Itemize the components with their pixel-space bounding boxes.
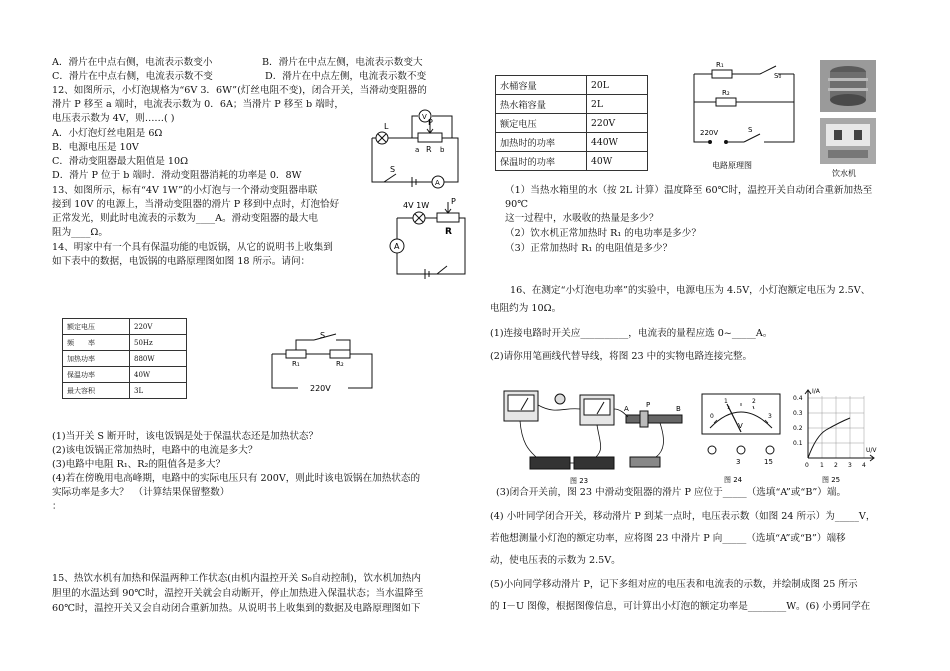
table-cell: 2L bbox=[587, 95, 648, 114]
table-cell: 40W bbox=[130, 367, 187, 383]
table-cell: 加热时的功率 bbox=[496, 133, 587, 152]
table-cell: 50Hz bbox=[130, 335, 187, 351]
water-dispenser-image bbox=[818, 60, 880, 180]
table-row bbox=[496, 152, 648, 171]
q11-option-a: A．滑片在中点右侧，电流表示数变小 bbox=[52, 57, 213, 68]
q16-question-4-3: 动，使电压表的示数为 2.5V。 bbox=[490, 555, 621, 566]
q13-stem-3: 正常发光，则此时电流表的示数为____A。滑动变阻器的最大电 bbox=[52, 213, 318, 224]
fig24-unit: V bbox=[738, 422, 743, 430]
q14-question-5: 实际功率是多大？ （计算结果保留整数） bbox=[52, 487, 230, 498]
fig24-term-3: 3 bbox=[736, 458, 741, 466]
table-row bbox=[496, 95, 648, 114]
fig25-ytick: 0.4 bbox=[793, 395, 803, 402]
q14-r1-label: R₁ bbox=[292, 360, 300, 368]
q15-voltage-label: 220V bbox=[700, 129, 719, 137]
fig25-caption: 图 25 bbox=[822, 476, 841, 484]
fig23-b-label: B bbox=[676, 405, 681, 413]
q14-question-2: (2)该电饭锅正常加热时，电路中的电流是多大？ bbox=[52, 445, 258, 456]
fig23-apparatus bbox=[500, 385, 690, 487]
q16-question-3: (3)闭合开关前，图 23 中滑动变阻器的滑片 P 应位于_____（选填“A”或“B”）端。 bbox=[496, 487, 847, 498]
fig23-a-label: A bbox=[624, 405, 629, 413]
q13-stem-1: 13、如图所示，标有“4V 1W”的小灯泡与一个滑动变阻器串联 bbox=[52, 185, 318, 196]
q15-stem-3: 60℃时，温控开关又会自动闭合重新加热。从说明书上收集到的数据及电路原理图如下 bbox=[52, 603, 421, 614]
q15-question-2: （2）饮水机正常加热时 R₁ 的电功率是多少？ bbox=[505, 228, 701, 239]
q16-question-5-2: 的 I－U 图像，根据图像信息，可计算出小灯泡的额定功率是________W。(6) 小勇同学在 bbox=[490, 601, 871, 612]
q13-stem-2: 接到 10V 的电源上，当滑动变阻器的滑片 P 移到中点时，灯泡恰好 bbox=[52, 199, 340, 210]
table-row bbox=[63, 367, 187, 383]
q14-voltage-label: 220V bbox=[310, 384, 331, 393]
table-cell: 水桶容量 bbox=[496, 76, 587, 95]
q12-stem-3: 电压表示数为 4V，则……( ) bbox=[52, 113, 175, 124]
table-cell: 3L bbox=[130, 383, 187, 399]
fig25-xtick: 4 bbox=[862, 462, 866, 469]
q15-r1-label: R₁ bbox=[716, 61, 724, 69]
fig24-voltmeter-dial bbox=[700, 392, 782, 486]
table-cell: 加热功率 bbox=[63, 351, 130, 367]
table-cell: 880W bbox=[130, 351, 187, 367]
table-cell: 热水箱容量 bbox=[496, 95, 587, 114]
q15-circuit-caption: 电路原理图 bbox=[712, 161, 752, 170]
fig25-xlabel: U/V bbox=[866, 447, 877, 454]
q14-question-3: (3)电路中电阻 R₁、R₂的阻值各是多大？ bbox=[52, 459, 226, 470]
q12-circuit-diagram bbox=[360, 112, 470, 190]
q13-lamp-label: 4V 1W bbox=[403, 201, 430, 210]
q16-question-2: (2)请你用笔画线代替导线，将图 23 中的实物电路连接完整。 bbox=[490, 351, 753, 362]
fig25-xtick: 2 bbox=[834, 462, 838, 469]
q15-spec-table bbox=[495, 75, 648, 171]
table-cell: 最大容积 bbox=[63, 383, 130, 399]
q11-option-c: C．滑片在中点右侧，电流表示数不变 bbox=[52, 71, 213, 82]
q14-question-6: ： bbox=[52, 501, 62, 512]
q14-switch-label: S bbox=[320, 331, 326, 340]
q14-spec-table bbox=[62, 318, 187, 399]
q15-question-1-end: 这一过程中，水吸收的热量是多少？ bbox=[505, 213, 659, 224]
fig24-scale-2: 2 bbox=[752, 398, 756, 405]
fig23-caption: 图 23 bbox=[570, 477, 589, 485]
table-cell: 频 率 bbox=[63, 335, 130, 351]
q12-switch-label: S bbox=[390, 165, 396, 174]
fig24-scale-0: 0 bbox=[710, 413, 714, 420]
q14-question-1: (1)当开关 S 断开时，该电饭锅是处于保温状态还是加热状态？ bbox=[52, 431, 319, 442]
q14-stem-1: 14、明家中有一个具有保温功能的电饭锅，从它的说明书上收集到 bbox=[52, 242, 333, 253]
q12-option-a: A．小灯泡灯丝电阻是 6Ω bbox=[52, 128, 163, 139]
q14-question-4: (4)若在傍晚用电高峰期，电路中的实际电压只有 200V，则此时该电饭锅在加热状态的 bbox=[52, 473, 421, 484]
table-cell: 40W bbox=[587, 152, 648, 171]
table-row bbox=[496, 114, 648, 133]
fig25-xtick: 1 bbox=[820, 462, 824, 469]
q11-option-b: B．滑片在中点左侧，电流表示数变大 bbox=[262, 57, 423, 68]
table-cell: 20L bbox=[587, 76, 648, 95]
q13-p-label: P bbox=[451, 197, 456, 206]
q12-ammeter-label: A bbox=[435, 179, 440, 187]
fig24-caption: 图 24 bbox=[724, 476, 743, 484]
fig25-xtick: 3 bbox=[848, 462, 852, 469]
table-row bbox=[63, 319, 187, 335]
table-row bbox=[63, 351, 187, 367]
dispenser-caption: 饮水机 bbox=[832, 169, 856, 178]
q15-stem-2: 胆里的水温达到 90℃时，温控开关就会自动断开，停止加热进入保温状态；当水温降至 bbox=[52, 588, 424, 599]
fig24-term-15: 15 bbox=[764, 458, 773, 466]
q13-stem-4: 阻为____Ω。 bbox=[52, 227, 108, 238]
table-row bbox=[496, 133, 648, 152]
q15-switch-label: S bbox=[748, 126, 753, 134]
q12-stem-1: 12、如图所示，小灯泡规格为“6V 3．6W”(灯丝电阻不变)，闭合开关，当滑动变阻器的 bbox=[52, 85, 427, 96]
q16-question-4-1: (4) 小叶同学闭合开关，移动滑片 P 到某一点时，电压表示数（如图 24 所示）为_____V， bbox=[490, 511, 876, 522]
q14-r2-label: R₂ bbox=[336, 360, 344, 368]
q13-r-label: R bbox=[445, 227, 452, 237]
q12-b-label: b bbox=[440, 146, 445, 154]
q14-stem-2: 如下表中的数据，电饭锅的电路原理图如图 18 所示。请问： bbox=[52, 256, 311, 267]
table-cell: 440W bbox=[587, 133, 648, 152]
q13-circuit-diagram bbox=[385, 196, 475, 278]
q16-question-5-1: (5)小向同学移动滑片 P，记下多组对应的电压表和电流表的示数，并绘制成图 25 所示 bbox=[490, 579, 858, 590]
q12-lamp-label: L bbox=[384, 122, 389, 131]
fig25-ylabel: I/A bbox=[812, 388, 820, 395]
table-cell: 额定电压 bbox=[496, 114, 587, 133]
q15-circuit-diagram bbox=[690, 62, 800, 174]
fig25-ytick: 0.1 bbox=[793, 440, 803, 447]
q12-option-c: C．滑动变阻器最大阻值是 10Ω bbox=[52, 156, 189, 167]
table-row bbox=[63, 335, 187, 351]
q12-p-label: P bbox=[428, 118, 433, 127]
q15-question-3: （3）正常加热时 R₁ 的电阻值是多少？ bbox=[505, 243, 673, 254]
q15-question-1-cont: 90℃ bbox=[505, 199, 528, 210]
table-cell: 220V bbox=[587, 114, 648, 133]
q12-option-b: B．电源电压是 10V bbox=[52, 142, 139, 153]
table-row bbox=[63, 383, 187, 399]
q16-stem-1: 16、在测定“小灯泡电功率”的实验中，电源电压为 4.5V，小灯泡额定电压为 2.5V、 bbox=[510, 285, 871, 296]
q11-option-d: D．滑片在中点左侧，电流表示数不变 bbox=[265, 71, 427, 82]
q15-stem-1: 15、热饮水机有加热和保温两种工作状态(由机内温控开关 S₀自动控制)，饮水机加热内 bbox=[52, 573, 421, 584]
q15-s0-label: S₀ bbox=[774, 72, 782, 80]
q16-question-1: (1)连接电路时开关应__________，电流表的量程应选 0~_____A。 bbox=[490, 328, 773, 339]
q12-option-d: D．滑片 P 位于 b 端时．滑动变阻器消耗的功率是 0．8W bbox=[52, 170, 302, 181]
q12-voltmeter-label: V bbox=[422, 113, 427, 121]
table-cell: 保温时的功率 bbox=[496, 152, 587, 171]
q15-r2-label: R₂ bbox=[722, 89, 730, 97]
q16-stem-2: 电阻约为 10Ω。 bbox=[490, 303, 562, 314]
fig24-scale-1: 1 bbox=[724, 398, 728, 405]
fig24-scale-3: 3 bbox=[768, 413, 772, 420]
fig23-p-label: P bbox=[646, 401, 651, 409]
table-cell: 220V bbox=[130, 319, 187, 335]
q12-r-label: R bbox=[426, 145, 432, 154]
table-cell: 额定电压 bbox=[63, 319, 130, 335]
q12-a-label: a bbox=[415, 146, 420, 154]
table-row bbox=[496, 76, 648, 95]
q12-stem-2: 滑片 P 移至 a 端时，电流表示数为 0．6A；当滑片 P 移至 b 端时， bbox=[52, 99, 345, 110]
q15-question-1: （1）当热水箱里的水（按 2L 计算）温度降至 60℃时，温控开关自动闭合重新加热至 bbox=[505, 185, 873, 196]
fig25-xtick: 0 bbox=[805, 462, 809, 469]
table-cell: 保温功率 bbox=[63, 367, 130, 383]
fig25-ytick: 0.2 bbox=[793, 425, 803, 432]
fig25-ytick: 0.3 bbox=[793, 410, 803, 417]
q14-circuit-diagram bbox=[268, 332, 378, 396]
q16-question-4-2: 若他想测量小灯泡的额定功率，应将图 23 中滑片 P 向_____（选填“A”或“B”）端移 bbox=[490, 533, 846, 544]
q13-ammeter-label: A bbox=[394, 242, 400, 251]
fig25-iu-graph bbox=[792, 386, 882, 486]
